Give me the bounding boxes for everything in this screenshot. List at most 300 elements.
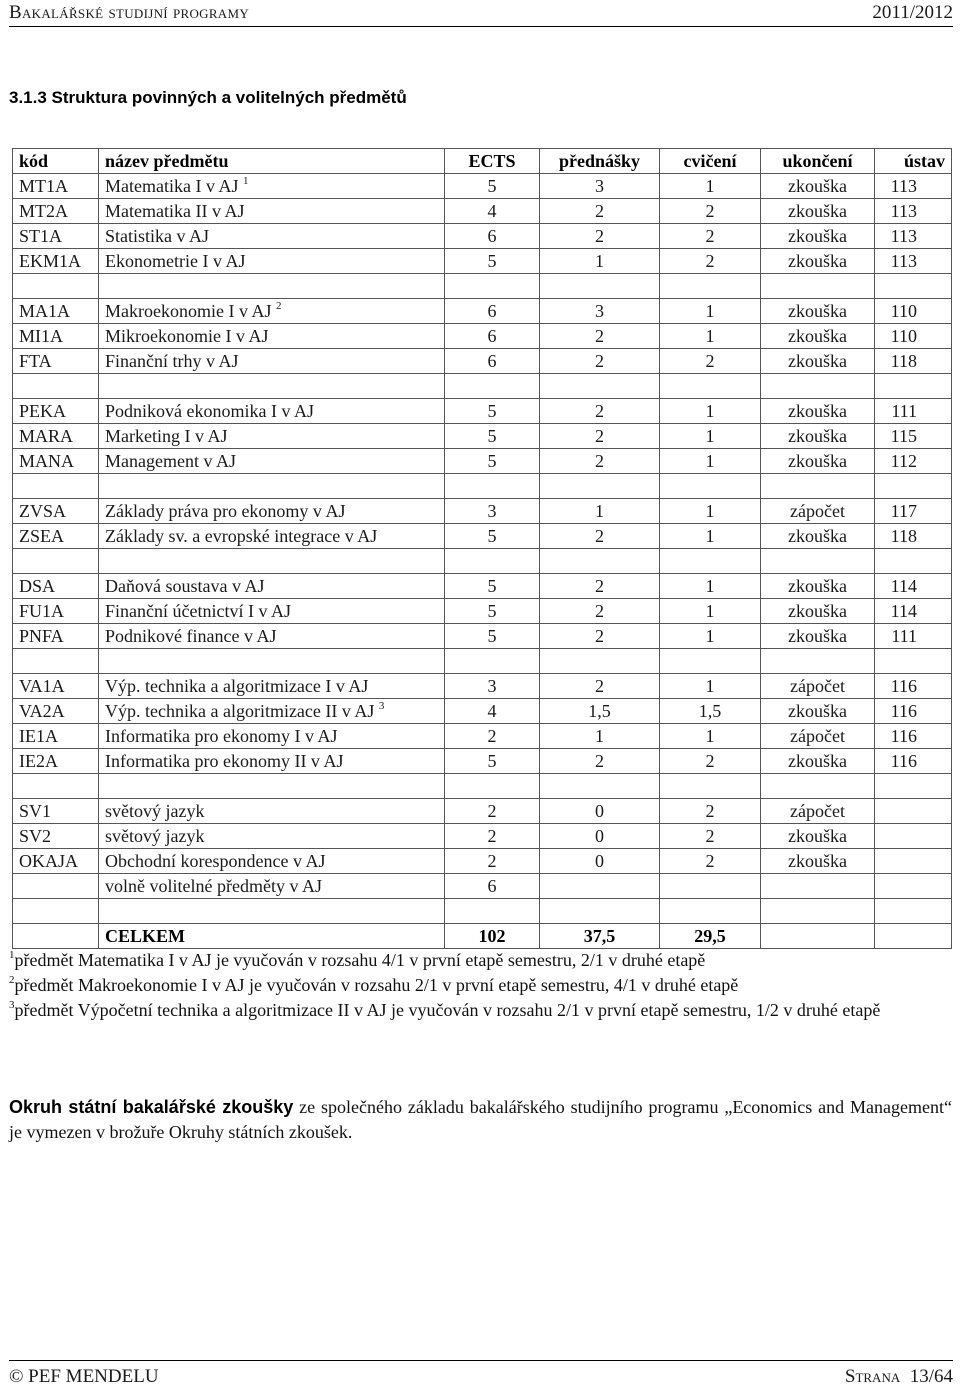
course-lectures: 2 — [595, 426, 604, 446]
footnote-ref: 1 — [242, 175, 249, 187]
cell-completion — [761, 424, 875, 449]
table-row — [13, 674, 952, 699]
cell-lectures — [540, 724, 660, 749]
total-completion-cell — [761, 924, 875, 949]
course-ects: 2 — [487, 851, 497, 871]
empty-cell — [13, 474, 99, 499]
course-lectures: 1 — [595, 251, 604, 271]
col-ects-header: ECTS — [445, 149, 540, 174]
cell-name — [99, 524, 445, 549]
cell-exercises — [660, 249, 761, 274]
course-exercises: 1 — [705, 626, 715, 646]
cell-exercises — [660, 874, 761, 899]
cell-lectures — [540, 224, 660, 249]
course-lectures: 0 — [595, 826, 604, 846]
table-row — [13, 724, 952, 749]
empty-cell — [99, 649, 445, 674]
cell-ects — [445, 299, 540, 324]
course-completion: zápočet — [790, 676, 845, 696]
cell-completion — [761, 824, 875, 849]
cell-code — [13, 324, 99, 349]
course-code: MI1A — [19, 326, 63, 346]
cell-institute — [875, 399, 952, 424]
cell-lectures — [540, 849, 660, 874]
table-row — [13, 499, 952, 524]
cell-exercises — [660, 174, 761, 199]
course-code: OKAJA — [19, 851, 79, 871]
table-row — [13, 449, 952, 474]
course-ects: 4 — [487, 701, 497, 721]
course-institute: 114 — [890, 576, 917, 596]
cell-institute — [875, 824, 952, 849]
empty-cell — [99, 899, 445, 924]
cell-lectures — [540, 799, 660, 824]
section-number: 3.1.3 — [9, 88, 47, 107]
cell-ects — [445, 724, 540, 749]
course-institute: 118 — [890, 351, 917, 371]
course-code: PEKA — [19, 401, 67, 421]
course-name: Statistika v AJ — [105, 226, 210, 246]
total-exercises: 29,5 — [660, 924, 761, 949]
cell-institute — [875, 524, 952, 549]
footer-page — [845, 1366, 953, 1388]
cell-completion — [761, 499, 875, 524]
empty-cell — [875, 899, 952, 924]
empty-cell — [540, 374, 660, 399]
cell-name — [99, 749, 445, 774]
course-lectures: 1 — [595, 726, 604, 746]
header-year: 2011/2012 — [872, 2, 953, 23]
empty-cell — [445, 649, 540, 674]
empty-cell — [660, 374, 761, 399]
empty-cell — [660, 649, 761, 674]
cell-exercises — [660, 749, 761, 774]
table-row — [13, 524, 952, 549]
course-lectures: 3 — [595, 301, 604, 321]
table-row — [13, 849, 952, 874]
course-exercises: 1 — [705, 576, 715, 596]
course-ects: 5 — [487, 176, 497, 196]
cell-exercises — [660, 299, 761, 324]
exam-heading: Okruh státní bakalářské zkoušky — [9, 1097, 294, 1117]
empty-cell — [875, 474, 952, 499]
course-completion: zápočet — [790, 801, 845, 821]
footer-page-label: Strana — [844, 1366, 901, 1387]
course-code: EKM1A — [19, 251, 81, 271]
course-exercises: 1 — [705, 501, 715, 521]
cell-ects — [445, 824, 540, 849]
course-code: VA1A — [19, 676, 65, 696]
cell-lectures — [540, 699, 660, 724]
courses-table-body — [13, 174, 952, 924]
cell-exercises — [660, 849, 761, 874]
course-ects: 5 — [487, 251, 497, 271]
cell-completion — [761, 849, 875, 874]
cell-institute — [875, 699, 952, 724]
course-lectures: 0 — [595, 851, 604, 871]
course-lectures: 2 — [595, 226, 604, 246]
course-ects: 5 — [487, 426, 497, 446]
course-ects: 5 — [487, 526, 497, 546]
table-row — [13, 199, 952, 224]
cell-lectures — [540, 824, 660, 849]
cell-ects — [445, 349, 540, 374]
cell-code — [13, 799, 99, 824]
cell-completion — [761, 574, 875, 599]
total-label: CELKEM — [99, 924, 445, 949]
empty-cell — [13, 549, 99, 574]
empty-cell — [875, 374, 952, 399]
empty-cell — [660, 274, 761, 299]
footnote-ref: 3 — [378, 700, 385, 712]
course-exercises: 2 — [705, 851, 715, 871]
cell-code — [13, 249, 99, 274]
empty-cell — [540, 649, 660, 674]
empty-cell — [540, 774, 660, 799]
cell-ects — [445, 199, 540, 224]
cell-ects — [445, 224, 540, 249]
empty-cell — [761, 474, 875, 499]
cell-name — [99, 824, 445, 849]
course-exercises: 1 — [705, 601, 715, 621]
cell-code — [13, 524, 99, 549]
course-code: PNFA — [19, 626, 64, 646]
cell-exercises — [660, 524, 761, 549]
course-exercises: 1 — [705, 676, 715, 696]
cell-code — [13, 399, 99, 424]
cell-ects — [445, 499, 540, 524]
course-ects: 6 — [487, 226, 497, 246]
cell-exercises — [660, 499, 761, 524]
course-completion: zkouška — [788, 601, 847, 621]
cell-name — [99, 249, 445, 274]
course-ects: 5 — [487, 401, 497, 421]
cell-institute — [875, 199, 952, 224]
cell-institute — [875, 449, 952, 474]
table-header-row — [13, 149, 952, 174]
course-lectures: 1 — [595, 501, 604, 521]
cell-exercises — [660, 399, 761, 424]
col-institute-header: ústav — [875, 149, 952, 174]
course-lectures: 2 — [595, 576, 604, 596]
course-completion: zkouška — [788, 326, 847, 346]
table-spacer-row — [13, 649, 952, 674]
cell-code — [13, 199, 99, 224]
footnote-ref: 2 — [275, 300, 282, 312]
cell-name — [99, 799, 445, 824]
table-row — [13, 324, 952, 349]
course-exercises: 1 — [705, 326, 715, 346]
empty-cell — [99, 374, 445, 399]
empty-cell — [445, 474, 540, 499]
course-exercises: 1 — [705, 301, 715, 321]
course-exercises: 1 — [705, 426, 715, 446]
table-row — [13, 749, 952, 774]
empty-cell — [13, 774, 99, 799]
course-ects: 2 — [487, 826, 497, 846]
cell-completion — [761, 449, 875, 474]
course-name: Základy práva pro ekonomy v AJ — [105, 501, 346, 521]
cell-ects — [445, 524, 540, 549]
cell-institute — [875, 849, 952, 874]
table-spacer-row — [13, 899, 952, 924]
course-name: Podnikové finance v AJ — [105, 626, 277, 646]
course-lectures: 2 — [595, 526, 604, 546]
footnote-2 — [9, 973, 952, 998]
course-exercises: 2 — [705, 801, 715, 821]
course-lectures: 2 — [595, 351, 604, 371]
footnote-text: předmět Matematika I v AJ je vyučován v rozsahu 4/1 v první etapě semestru, 2/1 v druhé etapě — [14, 950, 706, 970]
course-ects: 6 — [487, 301, 497, 321]
cell-lectures — [540, 349, 660, 374]
course-ects: 5 — [487, 451, 497, 471]
cell-institute — [875, 324, 952, 349]
cell-lectures — [540, 524, 660, 549]
course-completion: zkouška — [788, 576, 847, 596]
cell-name — [99, 399, 445, 424]
table-spacer-row — [13, 774, 952, 799]
cell-ects — [445, 424, 540, 449]
course-ects: 6 — [487, 326, 497, 346]
course-institute: 113 — [890, 176, 917, 196]
table-spacer-row — [13, 274, 952, 299]
cell-name — [99, 724, 445, 749]
cell-name — [99, 349, 445, 374]
cell-completion — [761, 249, 875, 274]
course-completion: zkouška — [788, 451, 847, 471]
empty-cell — [660, 774, 761, 799]
footnote-3 — [9, 998, 952, 1023]
footnote-text: předmět Výpočetní technika a algoritmizace II v AJ je vyučován v rozsahu 2/1 v první etapě semestru, 1/2 v druhé etapě — [14, 1000, 881, 1020]
cell-ects — [445, 799, 540, 824]
course-code: SV2 — [19, 826, 52, 846]
cell-institute — [875, 249, 952, 274]
course-exercises: 1 — [705, 176, 715, 196]
course-completion: zkouška — [788, 526, 847, 546]
cell-name — [99, 874, 445, 899]
cell-code — [13, 749, 99, 774]
cell-ects — [445, 874, 540, 899]
course-institute: 116 — [890, 701, 917, 721]
course-completion: zkouška — [788, 351, 847, 371]
cell-name — [99, 499, 445, 524]
cell-completion — [761, 799, 875, 824]
course-completion: zkouška — [788, 626, 847, 646]
cell-name — [99, 699, 445, 724]
table-spacer-row — [13, 474, 952, 499]
course-lectures: 2 — [595, 401, 604, 421]
empty-cell — [99, 274, 445, 299]
course-completion: zkouška — [788, 226, 847, 246]
cell-lectures — [540, 624, 660, 649]
cell-ects — [445, 249, 540, 274]
course-code: MARA — [19, 426, 74, 446]
cell-lectures — [540, 674, 660, 699]
course-name: Výp. technika a algoritmizace II v AJ — [105, 701, 375, 721]
footnote-mark: 1 — [9, 949, 15, 961]
course-institute: 118 — [890, 526, 917, 546]
course-code: SV1 — [19, 801, 52, 821]
course-name: Obchodní korespondence v AJ — [105, 851, 326, 871]
cell-completion — [761, 599, 875, 624]
course-institute: 114 — [890, 601, 917, 621]
empty-cell — [761, 899, 875, 924]
empty-cell — [13, 899, 99, 924]
course-name: světový jazyk — [105, 826, 205, 846]
cell-completion — [761, 399, 875, 424]
cell-lectures — [540, 174, 660, 199]
cell-code — [13, 424, 99, 449]
course-code: VA2A — [19, 701, 65, 721]
total-code-cell — [13, 924, 99, 949]
course-completion: zkouška — [788, 251, 847, 271]
empty-cell — [660, 899, 761, 924]
cell-exercises — [660, 224, 761, 249]
course-name: Podniková ekonomika I v AJ — [105, 401, 314, 421]
cell-institute — [875, 599, 952, 624]
course-code: FU1A — [19, 601, 65, 621]
cell-institute — [875, 674, 952, 699]
course-code: IE2A — [19, 751, 58, 771]
cell-lectures — [540, 324, 660, 349]
course-completion: zápočet — [790, 726, 845, 746]
cell-institute — [875, 224, 952, 249]
course-name: Finanční účetnictví I v AJ — [105, 601, 291, 621]
course-name: Makroekonomie I v AJ — [105, 301, 272, 321]
cell-completion — [761, 174, 875, 199]
table-row — [13, 574, 952, 599]
empty-cell — [660, 549, 761, 574]
course-exercises: 1 — [705, 726, 715, 746]
cell-exercises — [660, 624, 761, 649]
cell-name — [99, 574, 445, 599]
cell-name — [99, 599, 445, 624]
empty-cell — [761, 774, 875, 799]
cell-completion — [761, 674, 875, 699]
cell-exercises — [660, 349, 761, 374]
empty-cell — [13, 374, 99, 399]
cell-completion — [761, 349, 875, 374]
cell-completion — [761, 724, 875, 749]
course-name: světový jazyk — [105, 801, 205, 821]
cell-ects — [445, 749, 540, 774]
course-code: MANA — [19, 451, 75, 471]
cell-completion — [761, 199, 875, 224]
course-institute: 117 — [890, 501, 917, 521]
course-code: MT1A — [19, 176, 68, 196]
course-ects: 6 — [487, 876, 497, 896]
empty-cell — [445, 549, 540, 574]
empty-cell — [445, 274, 540, 299]
course-exercises: 2 — [705, 226, 715, 246]
table-row — [13, 424, 952, 449]
col-name-header: název předmětu — [99, 149, 445, 174]
cell-name — [99, 624, 445, 649]
empty-cell — [761, 649, 875, 674]
course-name: Daňová soustava v AJ — [105, 576, 265, 596]
course-lectures: 2 — [595, 601, 604, 621]
cell-exercises — [660, 449, 761, 474]
course-institute: 116 — [890, 751, 917, 771]
cell-completion — [761, 224, 875, 249]
course-name: Matematika II v AJ — [105, 201, 245, 221]
course-exercises: 1 — [705, 401, 715, 421]
empty-cell — [13, 274, 99, 299]
course-institute: 113 — [890, 226, 917, 246]
course-ects: 5 — [487, 601, 497, 621]
course-exercises: 2 — [705, 251, 715, 271]
course-completion: zkouška — [788, 701, 847, 721]
empty-cell — [99, 549, 445, 574]
course-exercises: 2 — [705, 751, 715, 771]
course-code: IE1A — [19, 726, 58, 746]
empty-cell — [445, 774, 540, 799]
course-name: Mikroekonomie I v AJ — [105, 326, 269, 346]
cell-ects — [445, 699, 540, 724]
table-row — [13, 824, 952, 849]
course-ects: 5 — [487, 626, 497, 646]
cell-lectures — [540, 249, 660, 274]
state-exam-paragraph — [9, 1095, 952, 1145]
empty-cell — [761, 549, 875, 574]
course-lectures: 2 — [595, 201, 604, 221]
course-exercises: 1 — [705, 526, 715, 546]
cell-exercises — [660, 674, 761, 699]
cell-institute — [875, 499, 952, 524]
cell-exercises — [660, 199, 761, 224]
cell-code — [13, 499, 99, 524]
cell-code — [13, 449, 99, 474]
cell-name — [99, 849, 445, 874]
table-row — [13, 699, 952, 724]
cell-lectures — [540, 299, 660, 324]
page-header — [9, 2, 953, 27]
course-lectures: 1,5 — [588, 701, 611, 721]
course-code: ST1A — [19, 226, 63, 246]
course-ects: 5 — [487, 751, 497, 771]
course-institute: 116 — [890, 676, 917, 696]
course-completion: zkouška — [788, 176, 847, 196]
empty-cell — [99, 474, 445, 499]
cell-name — [99, 324, 445, 349]
table-row — [13, 624, 952, 649]
table-row — [13, 224, 952, 249]
course-exercises: 2 — [705, 351, 715, 371]
cell-exercises — [660, 424, 761, 449]
cell-lectures — [540, 449, 660, 474]
footer-page-number: 13/64 — [909, 1366, 953, 1387]
cell-code — [13, 874, 99, 899]
section-title: Struktura povinných a volitelných předmětů — [51, 88, 407, 107]
cell-exercises — [660, 724, 761, 749]
col-completion-header: ukončení — [761, 149, 875, 174]
empty-cell — [660, 474, 761, 499]
table-spacer-row — [13, 549, 952, 574]
course-lectures: 2 — [595, 326, 604, 346]
empty-cell — [875, 549, 952, 574]
empty-cell — [540, 274, 660, 299]
course-institute: 116 — [890, 726, 917, 746]
cell-ects — [445, 599, 540, 624]
header-title: Bakalářské studijní programy — [9, 2, 250, 23]
cell-lectures — [540, 874, 660, 899]
table-row — [13, 249, 952, 274]
cell-institute — [875, 424, 952, 449]
cell-institute — [875, 174, 952, 199]
empty-cell — [99, 774, 445, 799]
empty-cell — [540, 474, 660, 499]
course-name: Ekonometrie I v AJ — [105, 251, 246, 271]
